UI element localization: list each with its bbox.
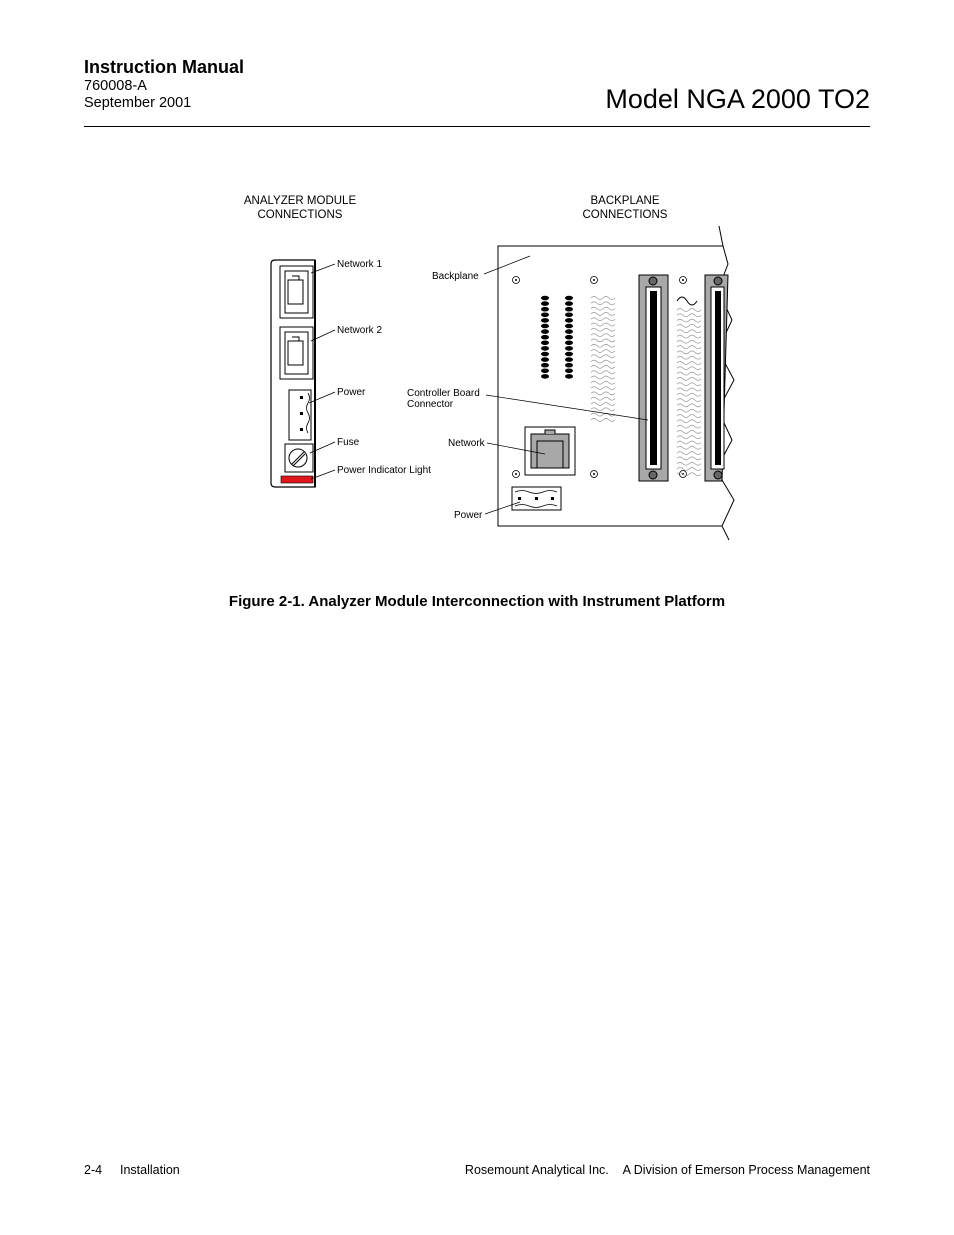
- pin-dot: [541, 324, 549, 329]
- pin-dot: [541, 301, 549, 306]
- document-date: September 2001: [84, 95, 192, 111]
- pin-dot: [565, 369, 573, 374]
- pin-dot: [541, 346, 549, 351]
- analyzer-heading-line-2: CONNECTIONS: [257, 209, 343, 221]
- pin-dot: [541, 352, 549, 357]
- pin-dot: [541, 341, 549, 346]
- callout-backplane-power: Power: [454, 510, 483, 521]
- footer-company-name: Rosemount Analytical Inc.: [464, 1163, 609, 1177]
- pin-dot: [565, 329, 573, 334]
- pin-dot: [565, 296, 573, 301]
- pin-dot: [565, 357, 573, 362]
- callout-controller-board-connector: [407, 388, 480, 410]
- manual-title: Instruction Manual: [84, 57, 245, 77]
- pin-dot: [565, 307, 573, 312]
- pin-dot: [565, 335, 573, 340]
- pin-dot: [565, 363, 573, 368]
- callout-fuse: Fuse: [337, 437, 360, 448]
- document-number: 760008-A: [84, 78, 147, 94]
- pin-column-right: [565, 296, 573, 379]
- callout-power-indicator-light: Power Indicator Light: [337, 465, 431, 476]
- backplane-network-jack: [525, 427, 575, 475]
- callout-controller-line-2: Connector: [407, 399, 454, 410]
- pin-dot: [565, 324, 573, 329]
- pin-dot: [565, 341, 573, 346]
- callout-backplane-network: Network: [448, 438, 485, 449]
- pin-dot: [541, 357, 549, 362]
- footer-company: [465, 1163, 870, 1177]
- analyzer-heading-line-1: ANALYZER MODULE: [243, 195, 357, 207]
- pin-dot: [541, 307, 549, 312]
- fuse-holder: [285, 444, 313, 472]
- backplane-heading-line-2: CONNECTIONS: [582, 209, 668, 221]
- pin-dot: [541, 329, 549, 334]
- callout-controller-line-1: Controller Board: [407, 388, 480, 399]
- pin-dot: [565, 374, 573, 379]
- pin-dot: [565, 346, 573, 351]
- footer-section: Installation: [120, 1163, 180, 1177]
- footer-page-number: 2-4: [84, 1163, 103, 1177]
- footer-division: A Division of Emerson Process Management: [622, 1163, 870, 1177]
- pin-dot: [541, 296, 549, 301]
- backplane-heading-line-1: BACKPLANE: [590, 195, 660, 207]
- pin-dot: [541, 374, 549, 379]
- pin-dot: [565, 313, 573, 318]
- pin-dot: [565, 301, 573, 306]
- pin-dot: [541, 369, 549, 374]
- module-power-connector: [289, 390, 311, 440]
- pin-dot: [565, 352, 573, 357]
- backplane-power-connector: [512, 487, 561, 510]
- pin-dot: [541, 318, 549, 323]
- pin-column-left: [541, 296, 549, 379]
- controller-board-connector: [639, 275, 668, 481]
- figure-caption: Figure 2-1. Analyzer Module Interconnection with Instrument Platform: [228, 593, 726, 610]
- callout-network-2: Network 2: [337, 325, 383, 336]
- model-title: Model NGA 2000 TO2: [605, 84, 870, 114]
- callout-module-power: Power: [337, 387, 366, 398]
- callout-backplane: Backplane: [432, 271, 479, 282]
- callout-network-1: Network 1: [337, 259, 383, 270]
- pin-dot: [541, 335, 549, 340]
- network1-jack: [280, 266, 313, 318]
- power-indicator-light: [281, 476, 313, 483]
- pin-dot: [541, 363, 549, 368]
- pin-dot: [565, 318, 573, 323]
- network2-jack: [280, 327, 313, 379]
- pin-dot: [541, 313, 549, 318]
